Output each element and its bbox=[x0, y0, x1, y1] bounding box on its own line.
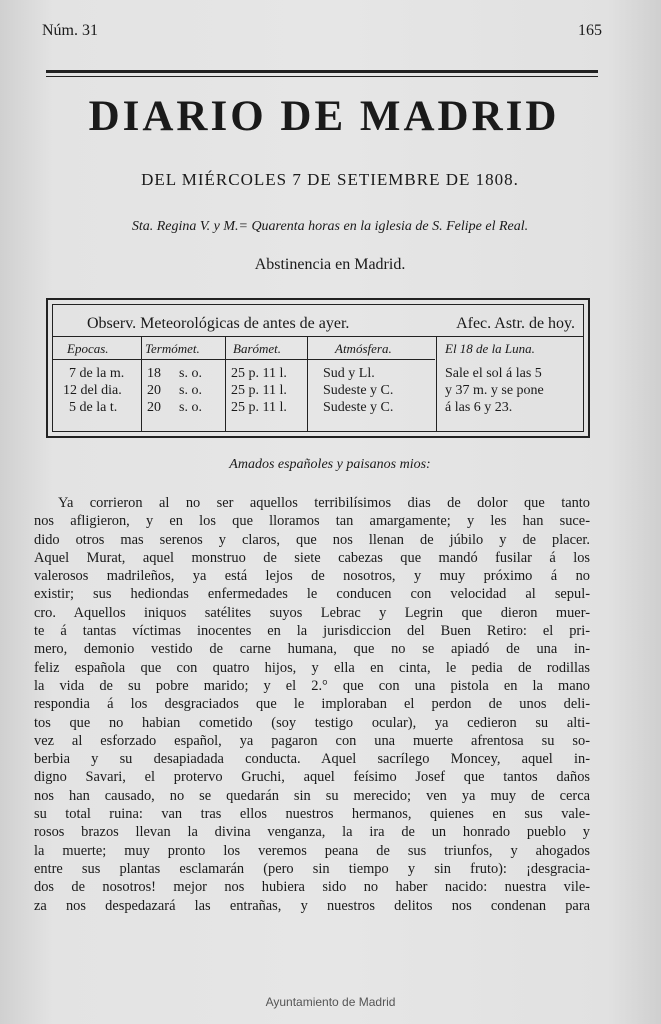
barom-cell: 25 p. 11 l. bbox=[231, 383, 287, 398]
article-line: Ya corrieron al no ser aquellos terribilísimos dias de dolor que tanto bbox=[58, 495, 590, 511]
barom-cell: 25 p. 11 l. bbox=[231, 366, 287, 381]
epoca-cell: 7 de la m. bbox=[69, 366, 125, 381]
abstinence-notice: Abstinencia en Madrid. bbox=[254, 256, 406, 273]
footer-credit: Ayuntamiento de Madrid bbox=[265, 995, 396, 1009]
atmos-cell: Sudeste y C. bbox=[323, 383, 394, 398]
table-divider bbox=[53, 359, 435, 360]
article-line: digno Savari, el protervo Gruchi, aquel feísimo Josef que tantos daños bbox=[34, 769, 590, 786]
temp-cell: 20 bbox=[147, 383, 161, 398]
page-number: 165 bbox=[578, 22, 602, 39]
article-line: nos han causado, no se quedarán sin su merecido; ven ya muy de cerca bbox=[34, 787, 590, 804]
newspaper-title: DIARIO DE MADRID bbox=[88, 93, 560, 140]
article-line: su total ruina: van tras ellos nuestros hermanos, quienes en sus vale- bbox=[34, 806, 590, 823]
astro-title: Afec. Astr. de hoy. bbox=[456, 315, 575, 332]
column-divider bbox=[141, 336, 142, 431]
article-heading: Amados españoles y paisanos mios: bbox=[229, 457, 431, 472]
temp-dir-cell: s. o. bbox=[179, 383, 202, 398]
article-line: la vida de su pobre marido; y el 2.° que con una pistola en la mano bbox=[34, 677, 590, 694]
column-header-atmosfera: Atmósfera. bbox=[335, 341, 392, 356]
column-header-epocas: Epocas. bbox=[67, 341, 109, 356]
article-line: dido otros mas serenos y claros, que nos llenan de júbilo y de placer. bbox=[34, 531, 590, 548]
article-line: tos que no habian cometido (soy testigo ocular), ya cedieron su alti- bbox=[34, 714, 590, 731]
column-header-termomet: Termómet. bbox=[145, 341, 200, 356]
astro-line: y 37 m. y se pone bbox=[445, 383, 544, 398]
column-divider bbox=[307, 336, 308, 431]
astro-line: á las 6 y 23. bbox=[445, 400, 513, 415]
barom-cell: 25 p. 11 l. bbox=[231, 400, 287, 415]
article-line: nos afligieron, y en los que lloramos tan amargamente; y les han suce- bbox=[34, 513, 590, 530]
column-divider bbox=[225, 336, 226, 431]
temp-cell: 20 bbox=[147, 400, 161, 415]
article-body bbox=[34, 494, 590, 915]
top-rule-thin bbox=[46, 76, 598, 77]
page-header bbox=[42, 22, 602, 46]
temp-dir-cell: s. o. bbox=[179, 366, 202, 381]
dateline: DEL MIÉRCOLES 7 DE SETIEMBRE DE 1808. bbox=[141, 170, 519, 189]
article-line: dos de nosotros! mejor nos hubiera sido no haber nacido: nuestra vile- bbox=[34, 879, 590, 896]
atmos-cell: Sud y Ll. bbox=[323, 366, 375, 381]
table-divider bbox=[53, 336, 583, 337]
saints-of-day: Sta. Regina V. y M.= Quarenta horas en la iglesia de S. Felipe el Real. bbox=[131, 219, 529, 234]
weather-table-inner bbox=[52, 304, 584, 432]
article-line: respondia á los desgraciados que le imploraban el perdon de unos deli- bbox=[34, 696, 590, 713]
issue-number: Núm. 31 bbox=[42, 22, 98, 39]
article-line: vez al esforzado español, ya pagaron con una muerte afrentosa su so- bbox=[34, 732, 590, 749]
article-line: feliz española que con quatro hijos, y ella en cinta, le pedia de rodillas bbox=[34, 659, 590, 676]
column-divider bbox=[436, 336, 437, 431]
article-line: entre sus plantas esclamarán (pero sin tiempo y sin fruto): ¡desgracia- bbox=[34, 860, 590, 877]
column-header-baromet: Barómet. bbox=[233, 341, 282, 356]
weather-title: Observ. Meteorológicas de antes de ayer. bbox=[87, 315, 350, 332]
article-line: mero, demonio vestido de carne humana, que no se apiadó de una in- bbox=[34, 641, 590, 658]
article-line: la muerte; muy pronto los veremos peana de sus triunfos, y ahogados bbox=[34, 842, 590, 859]
article-line: existir; sus hediondas enfermedades le conducen con velocidad al sepul- bbox=[34, 586, 590, 603]
article-line: za nos despedazará las entrañas, y nuestros delitos nos condenan para bbox=[34, 897, 590, 914]
top-rule bbox=[46, 70, 598, 73]
column-header-luna: El 18 de la Luna. bbox=[445, 341, 535, 356]
article-line: Aquel Murat, aquel monstruo de siete cabezas que mandó fusilar á los bbox=[34, 549, 590, 566]
epoca-cell: 12 del dia. bbox=[63, 383, 122, 398]
astro-line: Sale el sol á las 5 bbox=[445, 366, 542, 381]
article-line: rosos brazos llevan la divina venganza, la ira de un honrado pueblo y bbox=[34, 824, 590, 841]
article-line: berbia y su desapiadada conducta. Aquel sacrílego Moncey, aquel in- bbox=[34, 751, 590, 768]
temp-dir-cell: s. o. bbox=[179, 400, 202, 415]
temp-cell: 18 bbox=[147, 366, 161, 381]
astro-text bbox=[445, 365, 544, 416]
atmos-cell: Sudeste y C. bbox=[323, 400, 394, 415]
article-line: valerosos madrileños, ya está lejos de nosotros, y muy próximo á no bbox=[34, 568, 590, 585]
weather-table bbox=[46, 298, 590, 438]
article-line: cro. Aquellos iniquos satélites suyos Lebrac y Legrin que dieron muer- bbox=[34, 604, 590, 621]
article-line: te á tantas víctimas inocentes en la jurisdiccion del Buen Retiro: el pri- bbox=[34, 623, 590, 640]
epoca-cell: 5 de la t. bbox=[69, 400, 118, 415]
